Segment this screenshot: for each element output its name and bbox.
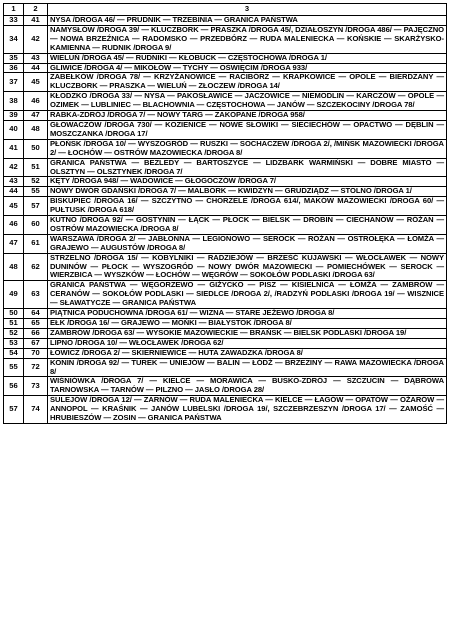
table-row (4, 319, 447, 329)
route-description: GRANICA PAŃSTWA — BEZLEDY — BARTOSZYCE — LIDZBARK WARMIŃSKI — DOBRE MIASTO — OLSZTYN — OLSZTYNEK /DROGA 7/ (48, 158, 447, 177)
route-description: NAMYSŁÓW /DROGA 39/ — KLUCZBORK — PRASZKA /DROGA 45/, DZIAŁOSZYN /DROGA 486/ — PAJĘCZNO — NOWA BRZEŹNICA — RADOMSKO — PRZEDBÓRZ — RUDA MALENIECKA — KOŃSKIE — SKARŻYSKO-KAMIENNA — RUDNIK /DROGA 9/ (48, 25, 447, 53)
table-row (4, 158, 447, 177)
road-number: 47 (24, 111, 48, 121)
row-ordinal: 36 (4, 63, 24, 73)
row-ordinal: 39 (4, 111, 24, 121)
route-description: KĘTY /DROGA 948/ — WADOWICE — GŁOGOCZÓW /DROGA 7/ (48, 177, 447, 187)
row-ordinal: 49 (4, 281, 24, 309)
row-ordinal: 43 (4, 177, 24, 187)
road-number: 61 (24, 234, 48, 253)
route-description: NYSA /DROGA 46/ — PRUDNIK — TRZEBINIA — GRANICA PAŃSTWA (48, 16, 447, 26)
route-description: WIELUŃ /DROGA 45/ — RUDNIKI — KŁOBUCK — CZĘSTOCHOWA /DROGA 1/ (48, 53, 447, 63)
road-number: 43 (24, 53, 48, 63)
table-row (4, 73, 447, 92)
road-number: 45 (24, 73, 48, 92)
route-description: WIŚNIÓWKA /DROGA 7/ — KIELCE — MORAWICA — BUSKO-ZDRÓJ — SZCZUCIN — DĄBROWA TARNOWSKA — TARNÓW — PILZNO — JASŁO /DROGA 28/ (48, 377, 447, 396)
row-ordinal: 45 (4, 197, 24, 216)
route-description: GŁOWACZÓW /DROGA 730/ — KOZIENICE — NOWE SŁOWIKI — SIECIECHÓW — OPACTWO — DĘBLIN — MOSZCZANKA /DROGA 17/ (48, 120, 447, 139)
route-description: KUTNO /DROGA 92/ — GOSTYNIN — ŁĄCK — PŁOCK — BIELSK — DROBIN — CIECHANÓW — RÓŻAN — OSTRÓW MAZOWIECKA /DROGA 8/ (48, 216, 447, 235)
road-number: 70 (24, 348, 48, 358)
route-description: PIĄTNICA PODUCHOWNA /DROGA 61/ — WIZNA — STARE JEŻEWO /DROGA 8/ (48, 309, 447, 319)
road-number: 46 (24, 92, 48, 111)
row-ordinal: 46 (4, 216, 24, 235)
route-description: ZABEŁKÓW /DROGA 78/ — KRZYŻANOWICE — RACIBÓRZ — KRAPKOWICE — OPOLE — BIERDZANY — KLUCZBORK — PRASZKA — WIELUŃ — ZŁOCZEW /DROGA 14/ (48, 73, 447, 92)
table-row (4, 25, 447, 53)
header-col-1: 1 (4, 4, 24, 16)
route-description: RABKA-ZDRÓJ /DROGA 7/ — NOWY TARG — ZAKOPANE /DROGA 958/ (48, 111, 447, 121)
route-description: WARSZAWA /DROGA 2/ — JABŁONNA — LEGIONOWO — SEROCK — RÓŻAN — OSTROŁĘKA — ŁOMŻA — GRAJEWO — AUGUSTÓW /DROGA 8/ (48, 234, 447, 253)
header-col-3: 3 (48, 4, 447, 16)
row-ordinal: 37 (4, 73, 24, 92)
table-row (4, 328, 447, 338)
table-row (4, 63, 447, 73)
row-ordinal: 33 (4, 16, 24, 26)
row-ordinal: 44 (4, 187, 24, 197)
road-number: 67 (24, 338, 48, 348)
route-description: EŁK /DROGA 16/ — GRAJEWO — MOŃKI — BIAŁYSTOK /DROGA 8/ (48, 319, 447, 329)
row-ordinal: 54 (4, 348, 24, 358)
table-row (4, 348, 447, 358)
row-ordinal: 35 (4, 53, 24, 63)
table-row (4, 396, 447, 424)
row-ordinal: 51 (4, 319, 24, 329)
route-description: KŁODZKO /DROGA 33/ — NYSA — PAKOSŁAWICE — JACZOWICE — NIEMODLIN — KARCZÓW — OPOLE — OZIMEK — LUBLINIEC — BLACHOWNIA — CZĘSTOCHOWA — JANÓW — SZCZEKOCINY /DROGA 78/ (48, 92, 447, 111)
table-row (4, 16, 447, 26)
road-number: 66 (24, 328, 48, 338)
route-description: BISKUPIEC /DROGA 16/ — SZCZYTNO — CHORZELE /DROGA 614/, MAKÓW MAZOWIECKI /DROGA 60/ — PUŁTUSK /DROGA 618/ (48, 197, 447, 216)
road-number: 62 (24, 253, 48, 281)
row-ordinal: 56 (4, 377, 24, 396)
table-row (4, 253, 447, 281)
road-number: 57 (24, 197, 48, 216)
row-ordinal: 40 (4, 120, 24, 139)
road-number: 63 (24, 281, 48, 309)
road-number: 60 (24, 216, 48, 235)
table-row (4, 309, 447, 319)
row-ordinal: 41 (4, 139, 24, 158)
header-row (4, 4, 447, 16)
row-ordinal: 38 (4, 92, 24, 111)
row-ordinal: 42 (4, 158, 24, 177)
table-row (4, 216, 447, 235)
table-row (4, 53, 447, 63)
road-number: 48 (24, 120, 48, 139)
route-description: STRZELNO /DROGA 15/ — KOBYLNIKI — RADZIEJÓW — BRZEŚĆ KUJAWSKI — WŁOCŁAWEK — NOWY DUNINÓW — PŁOCK — WYSZOGRÓD — NOWY DWÓR MAZOWIECKI — POMIECHÓWEK — SEROCK — WIERZBICA — WYSZKÓW — ŁOCHÓW — WĘGRÓW — SOKOŁÓW PODLASKI /DROGA 63/ (48, 253, 447, 281)
road-number: 44 (24, 63, 48, 73)
road-number: 65 (24, 319, 48, 329)
table-row (4, 92, 447, 111)
table-row (4, 338, 447, 348)
route-description: NOWY DWÓR GDAŃSKI /DROGA 7/ — MALBORK — KWIDZYN — GRUDZIĄDZ — STOLNO /DROGA 1/ (48, 187, 447, 197)
route-description: GLIWICE /DROGA 4/ — MIKOŁÓW — TYCHY — OŚWIĘCIM /DROGA 933/ (48, 63, 447, 73)
route-description: ZAMBRÓW /DROGA 63/ — WYSOKIE MAZOWIECKIE — BRAŃSK — BIELSK PODLASKI /DROGA 19/ (48, 328, 447, 338)
table-row (4, 281, 447, 309)
row-ordinal: 55 (4, 358, 24, 377)
route-table (3, 3, 447, 424)
route-description: ŁOWICZ /DROGA 2/ — SKIERNIEWICE — HUTA ZAWADZKA /DROGA 8/ (48, 348, 447, 358)
table-row (4, 377, 447, 396)
road-number: 50 (24, 139, 48, 158)
row-ordinal: 47 (4, 234, 24, 253)
table-row (4, 187, 447, 197)
road-number: 73 (24, 377, 48, 396)
row-ordinal: 34 (4, 25, 24, 53)
table-row (4, 120, 447, 139)
table-row (4, 197, 447, 216)
row-ordinal: 57 (4, 396, 24, 424)
table-row (4, 111, 447, 121)
row-ordinal: 53 (4, 338, 24, 348)
road-number: 74 (24, 396, 48, 424)
table-row (4, 139, 447, 158)
route-description: KONIN /DROGA 92/ — TUREK — UNIEJÓW — BALIN — ŁÓDŹ — BRZEZINY — RAWA MAZOWIECKA /DROGA 8/ (48, 358, 447, 377)
road-number: 42 (24, 25, 48, 53)
route-description: LIPNO /DROGA 10/ — WŁOCŁAWEK /DROGA 62/ (48, 338, 447, 348)
route-description: PŁOŃSK /DROGA 10/ — WYSZOGRÓD — RUSZKI — SOCHACZEW /DROGA 2/, /MIŃSK MAZOWIECKI /DROGA 2/ — ŁOCHÓW — OSTRÓW MAZOWIECKA /DROGA 8/ (48, 139, 447, 158)
route-description: SULEJÓW /DROGA 12/ — ZARNÓW — RUDA MALENIECKA — KIELCE — ŁAGÓW — OPATÓW — OŻARÓW — ANNOPOL — KRAŚNIK — JANÓW LUBELSKI /DROGA 19/, SZCZEBRZESZYN /DROGA 17/ — ZAMOŚĆ — HRUBIESZÓW — ZOSIN — GRANICA PAŃSTWA (48, 396, 447, 424)
route-description: GRANICA PAŃSTWA — WĘGORZEWO — GIŻYCKO — PISZ — KISIELNICA — ŁOMŻA — ZAMBRÓW — CERANÓW — SOKOŁÓW PODLASKI — SIEDLCE /DROGA 2/, /RADZYŃ PODLASKI /DROGA 19/ — WISZNICE — SŁAWATYCZE — GRANICA PAŃSTWA (48, 281, 447, 309)
road-number: 72 (24, 358, 48, 377)
table-row (4, 358, 447, 377)
row-ordinal: 48 (4, 253, 24, 281)
row-ordinal: 50 (4, 309, 24, 319)
road-number: 52 (24, 177, 48, 187)
road-number: 55 (24, 187, 48, 197)
table-row (4, 177, 447, 187)
row-ordinal: 52 (4, 328, 24, 338)
road-number: 51 (24, 158, 48, 177)
road-number: 64 (24, 309, 48, 319)
table-row (4, 234, 447, 253)
header-col-2: 2 (24, 4, 48, 16)
road-number: 41 (24, 16, 48, 26)
